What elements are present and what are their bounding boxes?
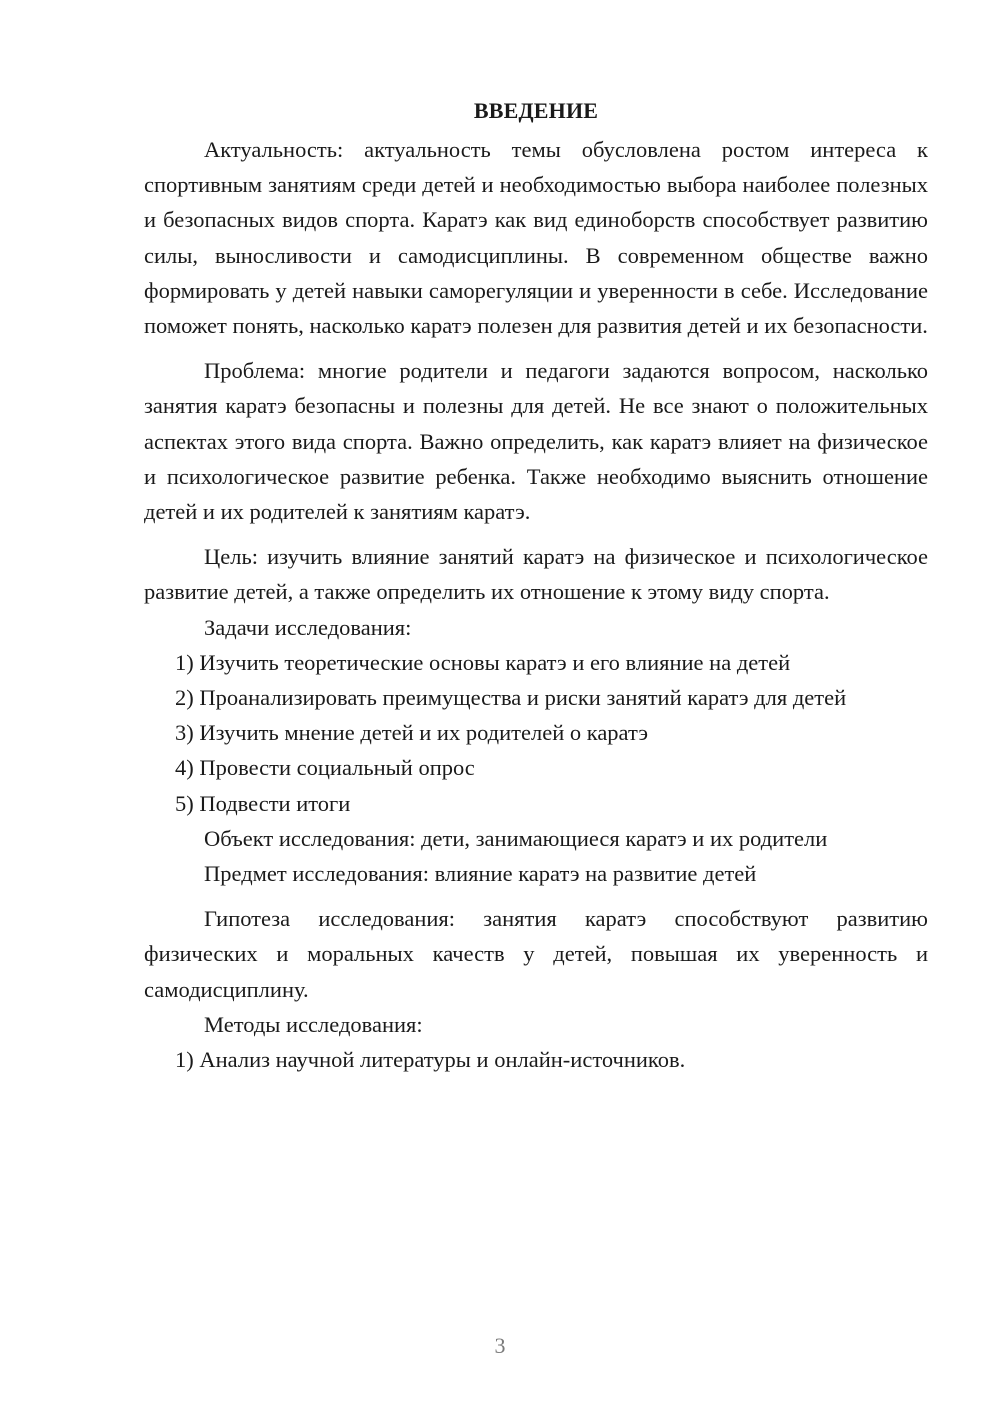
section-heading: ВВЕДЕНИЕ (473, 98, 599, 123)
relevance-paragraph: Актуальность: актуальность темы обусловлена ростом интереса к спортивным занятиям среди детей и необходимостью выбора наиболее полезных и безопасных видов спорта. Каратэ как вид единоборств способствует развитию силы, выносливости и самодисциплины. В современном обществе важно формировать у детей навыки саморегуляции и уверенности в себе. Исследование поможет понять, насколько каратэ полезен для развития детей и их безопасности. (144, 137, 928, 339)
tasks-title: Задачи исследования: (204, 614, 412, 640)
goal-paragraph: Цель: изучить влияние занятий каратэ на физическое и психологическое развитие детей, а также определить их отношение к этому виду спорта. (144, 544, 928, 605)
task-item-5: 5) Подвести итоги (175, 790, 351, 816)
task-item-3: 3) Изучить мнение детей и их родителей о каратэ (175, 720, 649, 746)
task-item-1: 1) Изучить теоретические основы каратэ и его влияние на детей (175, 649, 791, 675)
object-line: Объект исследования: дети, занимающиеся каратэ и их родители (204, 825, 828, 851)
methods-title: Методы исследования: (204, 1011, 423, 1037)
problem-paragraph: Проблема: многие родители и педагоги задаются вопросом, насколько занятия каратэ безопасны и полезны для детей. Не все знают о положительных аспектах этого вида спорта. Важно определить, как каратэ влияет на физическое и психологическое развитие ребенка. Также необходимо выяснить отношение детей и их родителей к занятиям каратэ. (144, 358, 928, 525)
hypothesis-paragraph: Гипотеза исследования: занятия каратэ способствуют развитию физических и моральных качеств у детей, повышая их уверенность и самодисциплину. (144, 906, 928, 1002)
task-item-4: 4) Провести социальный опрос (175, 755, 475, 781)
page-number: 3 (494, 1333, 506, 1358)
method-item-1: 1) Анализ научной литературы и онлайн-источников. (175, 1047, 686, 1073)
subject-line: Предмет исследования: влияние каратэ на развитие детей (204, 861, 757, 887)
task-item-2: 2) Проанализировать преимущества и риски занятий каратэ для детей (175, 685, 847, 711)
document-page (144, 93, 928, 1077)
